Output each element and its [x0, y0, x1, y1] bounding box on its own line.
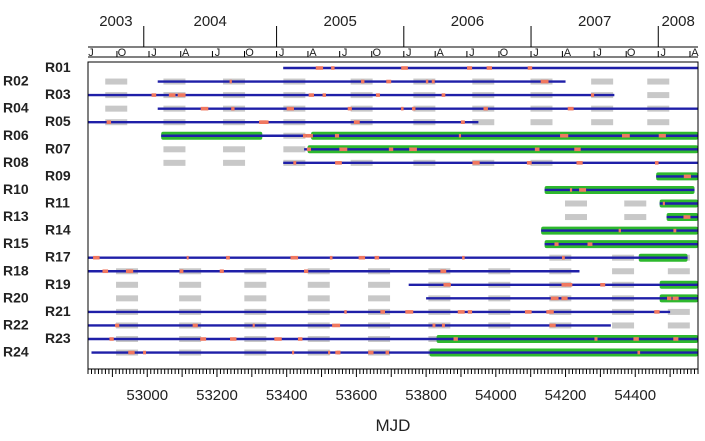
flagged-data-mark	[354, 120, 360, 124]
row-label: R24	[3, 343, 29, 360]
flagged-data-mark	[330, 256, 333, 260]
month-label: J	[278, 47, 285, 59]
flagged-data-mark	[659, 134, 666, 138]
scheduled-gap-block	[668, 309, 690, 315]
month-label: J	[660, 47, 667, 59]
flagged-data-mark	[230, 80, 232, 84]
station-rows	[88, 66, 698, 356]
flagged-data-mark	[128, 351, 134, 355]
flagged-data-mark	[594, 337, 597, 341]
month-label: A	[563, 47, 572, 59]
flagged-data-mark	[633, 337, 638, 341]
flagged-data-mark	[468, 310, 472, 314]
flagged-data-mark	[331, 66, 334, 70]
month-axis	[88, 47, 699, 59]
flagged-data-mark	[309, 93, 314, 97]
scheduled-gap-block	[368, 282, 390, 288]
scheduled-gap-block	[668, 322, 690, 328]
scheduled-gap-block	[565, 201, 587, 207]
month-label: J	[341, 47, 348, 59]
scheduled-gap-block	[624, 214, 646, 220]
flagged-data-mark	[442, 324, 445, 328]
month-label: J	[533, 47, 539, 59]
flagged-data-mark	[226, 256, 230, 260]
flagged-data-mark	[483, 107, 487, 111]
flagged-data-mark	[359, 256, 365, 260]
month-label: J	[596, 47, 602, 59]
flagged-data-mark	[178, 93, 186, 97]
flagged-data-mark	[115, 324, 119, 328]
flagged-data-mark	[253, 324, 255, 328]
scheduled-gap-block	[105, 79, 127, 85]
flagged-data-mark	[307, 148, 311, 152]
flagged-data-mark	[667, 297, 671, 301]
row-label: R10	[3, 180, 29, 197]
flagged-data-mark	[316, 66, 323, 70]
flagged-data-mark	[574, 148, 580, 152]
flagged-data-mark	[291, 256, 299, 260]
flagged-data-mark	[335, 134, 339, 138]
flagged-data-mark	[432, 324, 435, 328]
scheduled-gap-block	[308, 295, 330, 301]
flagged-data-mark	[328, 351, 330, 355]
year-label: 2007	[577, 13, 612, 30]
flagged-data-mark	[304, 269, 308, 273]
flagged-data-mark	[591, 93, 594, 97]
scheduled-gap-block	[668, 268, 690, 274]
flagged-data-mark	[293, 161, 296, 165]
flagged-data-mark	[412, 107, 415, 111]
scheduled-gap-block	[565, 214, 587, 220]
scheduled-gap-block	[116, 282, 138, 288]
flagged-data-mark	[332, 324, 340, 328]
flagged-data-mark	[368, 351, 373, 355]
row-labels	[3, 59, 71, 360]
flagged-data-mark	[655, 161, 659, 165]
flagged-data-mark	[264, 120, 269, 124]
month-label: A	[436, 47, 444, 59]
flagged-data-mark	[541, 80, 549, 84]
scheduled-gap-block	[179, 295, 201, 301]
scheduled-gap-block	[163, 146, 185, 152]
row-label: R09	[45, 167, 71, 184]
flagged-data-mark	[375, 256, 379, 260]
flagged-data-mark	[440, 269, 446, 273]
month-label: O	[117, 47, 127, 59]
flagged-data-mark	[622, 134, 630, 138]
flagged-data-mark	[129, 269, 131, 273]
row-label: R02	[3, 72, 29, 89]
month-label: O	[626, 47, 636, 59]
flagged-data-mark	[535, 148, 540, 152]
flagged-data-mark	[152, 93, 157, 97]
scheduled-gap-block	[647, 92, 669, 98]
flagged-data-mark	[386, 80, 391, 84]
scheduled-gap-block	[591, 79, 613, 85]
flagged-data-mark	[442, 93, 446, 97]
month-label: O	[499, 47, 509, 59]
flagged-data-mark	[287, 107, 294, 111]
row-label: R05	[45, 113, 71, 130]
flagged-data-mark	[380, 310, 385, 314]
flagged-data-mark	[683, 215, 690, 219]
flagged-data-mark	[663, 202, 665, 206]
scheduled-gap-block	[591, 119, 613, 125]
month-label: A	[691, 47, 699, 59]
year-label: 2008	[661, 13, 695, 30]
flagged-data-mark	[348, 107, 352, 111]
flagged-data-mark	[528, 66, 532, 70]
flagged-data-mark	[339, 148, 347, 152]
month-label: O	[372, 47, 382, 59]
flagged-data-mark	[487, 66, 492, 70]
flagged-data-mark	[102, 269, 108, 273]
flagged-data-mark	[568, 107, 574, 111]
row-label: R14	[45, 221, 71, 238]
flagged-data-mark	[200, 337, 206, 341]
scheduled-gap-block	[530, 119, 552, 125]
row-label: R18	[3, 262, 29, 279]
flagged-data-mark	[376, 93, 380, 97]
scheduled-gap-block	[244, 295, 266, 301]
x-tick-label: 54400	[614, 387, 657, 404]
row-label: R15	[3, 235, 29, 252]
flagged-data-mark	[600, 283, 605, 287]
flagged-data-mark	[386, 351, 390, 355]
row-label: R03	[45, 86, 71, 103]
flagged-data-mark	[588, 242, 593, 246]
scheduled-gap-block	[368, 295, 390, 301]
flagged-data-mark	[306, 134, 313, 138]
x-tick-label: 53800	[405, 387, 447, 404]
month-label: O	[245, 47, 254, 59]
flagged-data-mark	[432, 80, 435, 84]
flagged-data-mark	[405, 310, 413, 314]
flagged-data-mark	[472, 161, 479, 165]
scheduled-gap-block	[223, 146, 245, 152]
flagged-data-mark	[274, 337, 281, 341]
scheduled-gap-blocks	[105, 79, 690, 356]
scheduled-gap-block	[308, 282, 330, 288]
flagged-data-mark	[467, 66, 472, 70]
year-axis	[88, 13, 698, 47]
flagged-data-mark	[426, 80, 428, 84]
scheduled-gap-block	[612, 322, 634, 328]
flagged-data-mark	[361, 80, 364, 84]
flagged-data-mark	[292, 351, 294, 355]
row-label: R17	[45, 248, 71, 265]
month-label: J	[151, 47, 157, 59]
flagged-data-mark	[673, 337, 678, 341]
row-label: R08	[3, 153, 29, 170]
flagged-data-mark	[220, 269, 224, 273]
flagged-data-mark	[673, 229, 676, 233]
flagged-data-mark	[107, 120, 111, 124]
flagged-data-mark	[169, 93, 176, 97]
month-label: J	[406, 47, 412, 59]
row-label: R04	[3, 99, 29, 116]
flagged-data-mark	[527, 161, 532, 165]
flagged-data-mark	[554, 242, 558, 246]
flagged-data-mark	[562, 256, 565, 260]
x-tick-label: 54200	[544, 387, 587, 404]
scheduled-gap-block	[116, 295, 138, 301]
row-label: R11	[45, 194, 70, 211]
flagged-data-mark	[459, 134, 461, 138]
flagged-data-mark	[684, 175, 691, 179]
x-tick-label: 54000	[474, 387, 517, 404]
row-label: R19	[45, 275, 71, 292]
row-label: R13	[3, 208, 29, 225]
scheduled-gap-block	[179, 282, 201, 288]
flagged-data-mark	[546, 310, 553, 314]
row-label: R23	[45, 330, 71, 346]
flagged-data-mark	[637, 351, 640, 355]
x-axis	[88, 369, 698, 404]
row-label: R22	[3, 316, 29, 333]
row-label: R07	[45, 140, 71, 157]
scheduled-gap-block	[223, 160, 245, 166]
x-axis-label: MJD	[375, 416, 411, 435]
flagged-data-mark	[561, 283, 566, 287]
flagged-data-mark	[303, 134, 306, 138]
flagged-data-mark	[93, 256, 100, 260]
flagged-data-mark	[549, 324, 555, 328]
x-tick-label: 53000	[126, 387, 169, 404]
flagged-data-mark	[409, 148, 417, 152]
month-label: A	[309, 47, 317, 59]
month-label: J	[88, 47, 94, 59]
flagged-data-mark	[562, 134, 568, 138]
flagged-data-mark	[579, 188, 586, 192]
flagged-data-mark	[344, 310, 346, 314]
flagged-data-mark	[335, 161, 342, 165]
year-label: 2006	[450, 13, 485, 30]
scheduled-gap-block	[624, 201, 646, 207]
row-label: R01	[45, 59, 71, 75]
row-label: R21	[45, 302, 71, 319]
x-tick-label: 53400	[265, 387, 308, 404]
flagged-data-mark	[458, 310, 465, 314]
flagged-data-mark	[576, 161, 582, 165]
flagged-data-mark	[187, 256, 189, 260]
flagged-data-mark	[461, 120, 465, 124]
year-label: 2005	[323, 13, 357, 30]
scheduled-gap-block	[612, 268, 634, 274]
scheduled-gap-block	[163, 160, 185, 166]
flagged-data-mark	[230, 337, 236, 341]
scheduled-gap-block	[647, 119, 669, 125]
flagged-data-mark	[323, 93, 326, 97]
row-label: R06	[3, 126, 29, 143]
flagged-data-mark	[401, 107, 404, 111]
scheduled-gap-block	[647, 79, 669, 85]
scheduled-gap-block	[283, 146, 305, 152]
flagged-data-mark	[525, 310, 532, 314]
year-label: 2003	[99, 13, 133, 30]
month-label: J	[214, 47, 221, 59]
flagged-data-mark	[231, 107, 234, 111]
flagged-data-mark	[298, 337, 303, 341]
flagged-data-mark	[462, 256, 465, 260]
flagged-data-mark	[619, 229, 621, 233]
flagged-data-mark	[570, 188, 572, 192]
flagged-data-mark	[551, 297, 559, 301]
month-label: J	[469, 47, 475, 59]
flagged-data-mark	[109, 337, 113, 341]
x-tick-label: 53200	[196, 387, 238, 404]
x-tick-label: 53600	[335, 387, 378, 404]
flagged-data-mark	[654, 310, 659, 314]
flagged-data-mark	[389, 148, 393, 152]
year-label: 2004	[193, 13, 227, 30]
flagged-data-mark	[454, 337, 458, 341]
flagged-data-mark	[561, 297, 567, 301]
flagged-data-mark	[673, 297, 679, 301]
scheduled-gap-block	[105, 106, 127, 112]
flagged-data-mark	[401, 66, 408, 70]
month-label: A	[182, 47, 190, 59]
flagged-data-mark	[180, 269, 184, 273]
scheduled-gap-block	[244, 282, 266, 288]
row-label: R20	[3, 289, 29, 306]
flagged-data-mark	[143, 351, 146, 355]
flagged-data-mark	[201, 107, 209, 111]
flagged-data-mark	[193, 324, 198, 328]
flagged-data-mark	[337, 351, 340, 355]
flagged-data-mark	[443, 283, 450, 287]
